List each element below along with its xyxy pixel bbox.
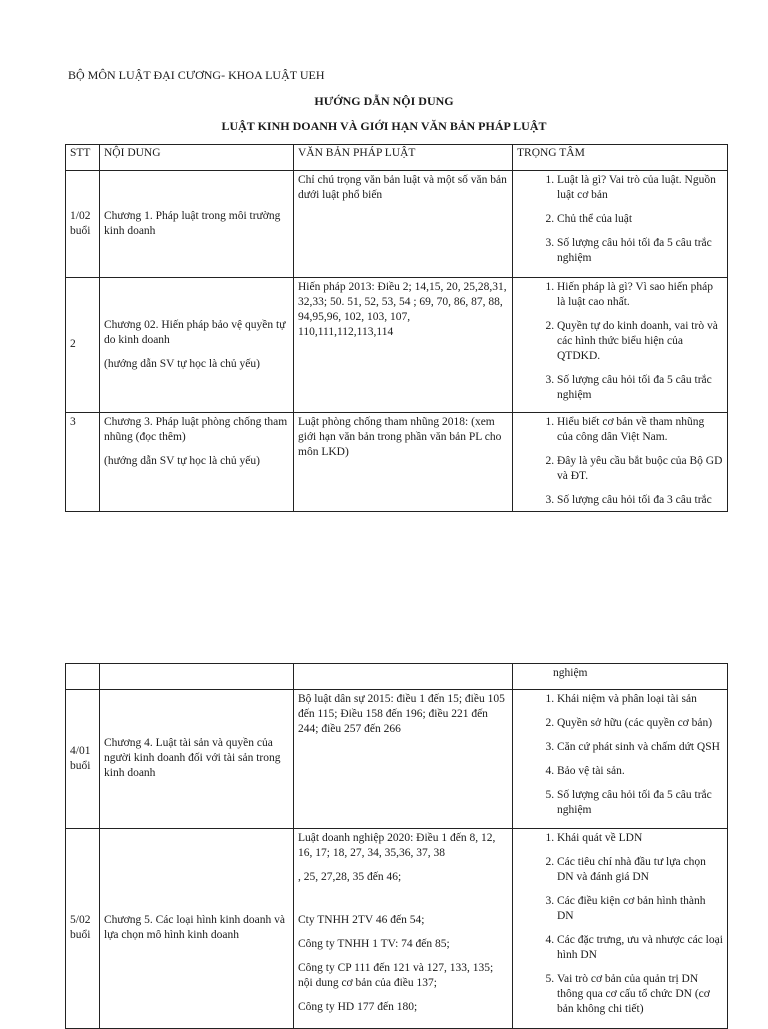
legal-doc-paragraph: Công ty HD 177 đến 180; [298, 1001, 418, 1013]
content-paragraph: Chương 1. Pháp luật trong môi trường kinh doanh [104, 209, 281, 237]
list-item: 4. Các đặc trưng, ưu và nhược các loại hình DN [557, 933, 723, 963]
row-focus [513, 829, 728, 1029]
content-paragraph: Chương 4. Luật tài sản và quyền của người kinh doanh đối với tài sản trong kinh doanh [104, 737, 281, 779]
legal-doc-paragraph: Chỉ chú trọng văn bản luật và một số văn bản dưới luật phổ biến [298, 174, 507, 201]
legal-doc-paragraph: Bộ luật dân sự 2015: điều 1 đến 15; điều 105 đến 115; Điều 158 đến 196; điều 221 đến 244; điều 257 đến 266 [298, 693, 505, 735]
row-content [100, 413, 294, 512]
row-legal-docs [294, 171, 513, 278]
continuation-text: nghiệm [513, 664, 728, 690]
department-heading: BỘ MÔN LUẬT ĐẠI CƯƠNG- KHOA LUẬT UEH [68, 68, 325, 82]
row-focus [513, 413, 728, 512]
list-item: 1. Hiểu biết cơ bản về tham nhũng của công dân Việt Nam. [557, 415, 723, 445]
table-header-row [66, 145, 728, 171]
table-row-continuation [66, 664, 728, 690]
document-title: HƯỚNG DẪN NỘI DUNG [314, 94, 454, 108]
content-paragraph: Chương 02. Hiến pháp bảo vệ quyền tự do kinh doanh [104, 318, 286, 346]
legal-doc-paragraph: Công ty CP 111 đến 121 và 127, 133, 135; nội dung cơ bản của điều 137; [298, 962, 494, 989]
table-row [66, 829, 728, 1029]
header-legal-docs: VĂN BẢN PHÁP LUẬT [294, 145, 513, 171]
row-legal-docs [294, 690, 513, 829]
list-item: 1. Luật là gì? Vai trò của luật. Nguồn luật cơ bản [557, 173, 723, 203]
list-item: 4. Bảo vệ tài sản. [557, 764, 723, 779]
empty-cell [66, 664, 100, 690]
empty-cell [294, 664, 513, 690]
focus-list [517, 415, 723, 508]
row-content [100, 278, 294, 413]
empty-cell [100, 664, 294, 690]
focus-list [517, 280, 723, 403]
header-focus: TRỌNG TÂM [513, 145, 728, 171]
table-row [66, 171, 728, 278]
list-item: 2. Quyền tự do kinh doanh, vai trò và các hình thức biểu hiện của QTDKD. [557, 319, 723, 364]
focus-list [517, 692, 723, 818]
table-row [66, 278, 728, 413]
content-paragraph: (hướng dẫn SV tự học là chủ yếu) [104, 357, 260, 370]
document-subtitle: LUẬT KINH DOANH VÀ GIỚI HẠN VĂN BẢN PHÁP LUẬT [221, 119, 547, 133]
row-focus [513, 690, 728, 829]
content-table-page1 [65, 144, 728, 512]
row-stt: 2 [66, 278, 100, 413]
content-paragraph: (hướng dẫn SV tự học là chủ yếu) [104, 455, 260, 467]
list-item: 3. Số lượng câu hỏi tối đa 5 câu trắc nghiệm [557, 373, 723, 403]
list-item: 3. Các điều kiện cơ bản hình thành DN [557, 894, 723, 924]
focus-list [517, 173, 723, 266]
header-stt: STT [66, 145, 100, 171]
row-stt: 4/01 buổi [66, 690, 100, 829]
list-item: 3. Số lượng câu hỏi tối đa 3 câu trắc [557, 493, 723, 508]
row-content [100, 829, 294, 1029]
content-paragraph: Chương 5. Các loại hình kinh doanh và lựa chọn mô hình kinh doanh [104, 914, 285, 941]
list-item: 2. Chủ thể của luật [557, 212, 723, 227]
list-item: 1. Khái quát về LDN [557, 831, 723, 846]
row-legal-docs [294, 829, 513, 1029]
list-item: 2. Đây là yêu cầu bắt buộc của Bộ GD và ĐT. [557, 454, 723, 484]
legal-doc-paragraph: Hiến pháp 2013: Điều 2; 14,15, 20, 25,28,31, 32,33; 50. 51, 52, 53, 54 ; 69, 70, 86, 87, 88, 94,95,96, 102, 103, 107, 110,111,112,113,114 [298, 281, 507, 338]
row-legal-docs [294, 413, 513, 512]
legal-doc-paragraph: , 25, 27,28, 35 đến 46; [298, 871, 402, 883]
content-table-page2 [65, 663, 728, 1029]
list-item: 2. Các tiêu chí nhà đầu tư lựa chọn DN và đánh giá DN [557, 855, 723, 885]
content-paragraph: Chương 3. Pháp luật phòng chống tham nhũng (đọc thêm) [104, 416, 288, 443]
list-item: 3. Số lượng câu hỏi tối đa 5 câu trắc nghiệm [557, 236, 723, 266]
row-focus [513, 171, 728, 278]
list-item: 2. Quyền sở hữu (các quyền cơ bản) [557, 716, 723, 731]
row-stt: 5/02 buổi [66, 829, 100, 1029]
table-row [66, 413, 728, 512]
list-item: 3. Căn cứ phát sinh và chấm dứt QSH [557, 740, 723, 755]
row-stt: 3 [66, 413, 100, 512]
header-content: NỘI DUNG [100, 145, 294, 171]
legal-doc-paragraph: Cty TNHH 2TV 46 đến 54; [298, 914, 425, 926]
list-item: 5. Số lượng câu hỏi tối đa 5 câu trắc nghiệm [557, 788, 723, 818]
list-item: 1. Khái niệm và phân loại tài sản [557, 692, 723, 707]
focus-list [517, 831, 723, 1017]
list-item: 5. Vai trò cơ bản của quản trị DN thông qua cơ cấu tổ chức DN (cơ bản không chi tiết) [557, 972, 723, 1017]
row-focus [513, 278, 728, 413]
list-item: 1. Hiến pháp là gì? Vì sao hiến pháp là luật cao nhất. [557, 280, 723, 310]
legal-doc-paragraph: Luật doanh nghiệp 2020: Điều 1 đến 8, 12, 16, 17; 18, 27, 34, 35,36, 37, 38 [298, 832, 496, 859]
legal-doc-paragraph: Luật phòng chống tham nhũng 2018: (xem giới hạn văn bản trong phần văn bản PL cho môn LKD) [298, 416, 502, 458]
row-content [100, 171, 294, 278]
row-content [100, 690, 294, 829]
row-stt: 1/02 buổi [66, 171, 100, 278]
table-row [66, 690, 728, 829]
legal-doc-paragraph: Công ty TNHH 1 TV: 74 đến 85; [298, 938, 450, 950]
row-legal-docs [294, 278, 513, 413]
